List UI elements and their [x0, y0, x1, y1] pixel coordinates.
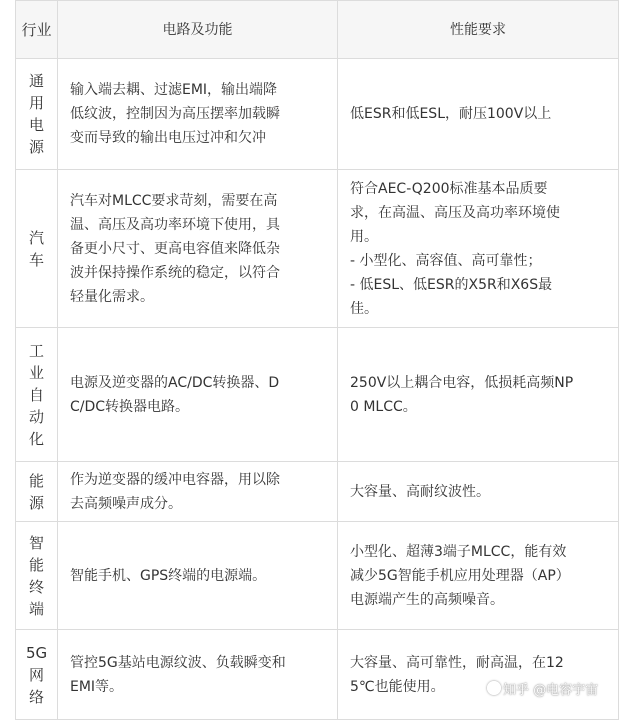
table-row [16, 462, 619, 522]
circuit-line: 输入端去耦、过滤EMI，输出端降 [70, 82, 278, 98]
circuit-cell [58, 170, 338, 328]
table-header-row [16, 1, 619, 59]
watermark-text: 知乎 @电容宇宙 [503, 683, 599, 698]
circuit-line: 电源及逆变器的AC/DC转换器、D [70, 374, 280, 391]
circuit-cell [58, 630, 338, 720]
table-row [16, 522, 619, 630]
table-row [16, 630, 619, 720]
circuit-line: 管控5G基站电源纹波、负载瞬变和 [70, 654, 286, 671]
performance-line: 电源端产生的高频噪音。 [350, 591, 504, 608]
performance-line: 250V以上耦合电容，低损耗高频NP [350, 374, 574, 391]
table-row [16, 328, 619, 462]
performance-cell [338, 630, 619, 720]
circuit-line: 温、高压及高功率环境下使用，具 [70, 216, 280, 233]
industry-cell: 5G网络 [16, 630, 58, 720]
circuit-cell [58, 462, 338, 522]
performance-line: - 小型化、高容值、高可靠性； [350, 252, 542, 269]
industry-cell: 工业自动化 [16, 328, 58, 462]
circuit-line: 作为逆变器的缓冲电容器，用以除 [70, 471, 280, 488]
watermark-icon [487, 681, 501, 695]
header-industry: 行业 [16, 1, 58, 59]
header-performance: 性能要求 [338, 1, 619, 59]
performance-line: 求，在高温、高压及高功率环境使 [350, 204, 560, 221]
circuit-line: 低纹波，控制因为高压摆率加载瞬 [70, 106, 280, 122]
performance-line: 小型化、超薄3端子MLCC，能有效 [350, 543, 567, 560]
industry-cell: 汽车 [16, 170, 58, 328]
circuit-line: C/DC转换器电路。 [70, 398, 190, 415]
performance-line: - 低ESL、低ESR的X5R和X6S最 [350, 276, 553, 293]
performance-cell [338, 522, 619, 630]
industry-cell: 通用电源 [16, 59, 58, 170]
performance-cell [338, 59, 619, 170]
performance-cell [338, 170, 619, 328]
circuit-line: EMI等。 [70, 678, 124, 695]
circuit-cell [58, 328, 338, 462]
performance-line: 0 MLCC。 [350, 398, 417, 415]
circuit-line: 轻量化需求。 [70, 288, 154, 305]
performance-line: 大容量、高可靠性，耐高温，在12 [350, 654, 564, 671]
circuit-line: 波并保持操作系统的稳定，以符合 [70, 264, 280, 281]
circuit-line: 去高频噪声成分。 [70, 495, 182, 512]
industry-cell: 能源 [16, 462, 58, 522]
performance-line: 用。 [350, 228, 378, 245]
circuit-line: 汽车对MLCC要求苛刻，需要在高 [70, 192, 278, 209]
performance-line: 佳。 [350, 300, 378, 317]
performance-line: 符合AEC-Q200标准基本品质要 [350, 180, 548, 197]
performance-line: 5℃也能使用。 [350, 678, 445, 695]
table-row [16, 170, 619, 328]
performance-cell [338, 328, 619, 462]
performance-cell [338, 462, 619, 522]
circuit-cell [58, 522, 338, 630]
circuit-line: 变而导致的输出电压过冲和欠冲 [70, 130, 266, 146]
performance-line: 低ESR和低ESL，耐压100V以上 [350, 106, 552, 122]
zhihu-watermark [487, 679, 598, 698]
circuit-line: 智能手机、GPS终端的电源端。 [70, 567, 267, 584]
performance-line: 减少5G智能手机应用处理器（AP） [350, 567, 570, 584]
table-row [16, 59, 619, 170]
industry-cell: 智能终端 [16, 522, 58, 630]
mlcc-application-table [15, 0, 619, 720]
circuit-cell [58, 59, 338, 170]
header-circuit: 电路及功能 [58, 1, 338, 59]
performance-line: 大容量、高耐纹波性。 [350, 483, 490, 500]
circuit-line: 备更小尺寸、更高电容值来降低杂 [70, 240, 280, 257]
